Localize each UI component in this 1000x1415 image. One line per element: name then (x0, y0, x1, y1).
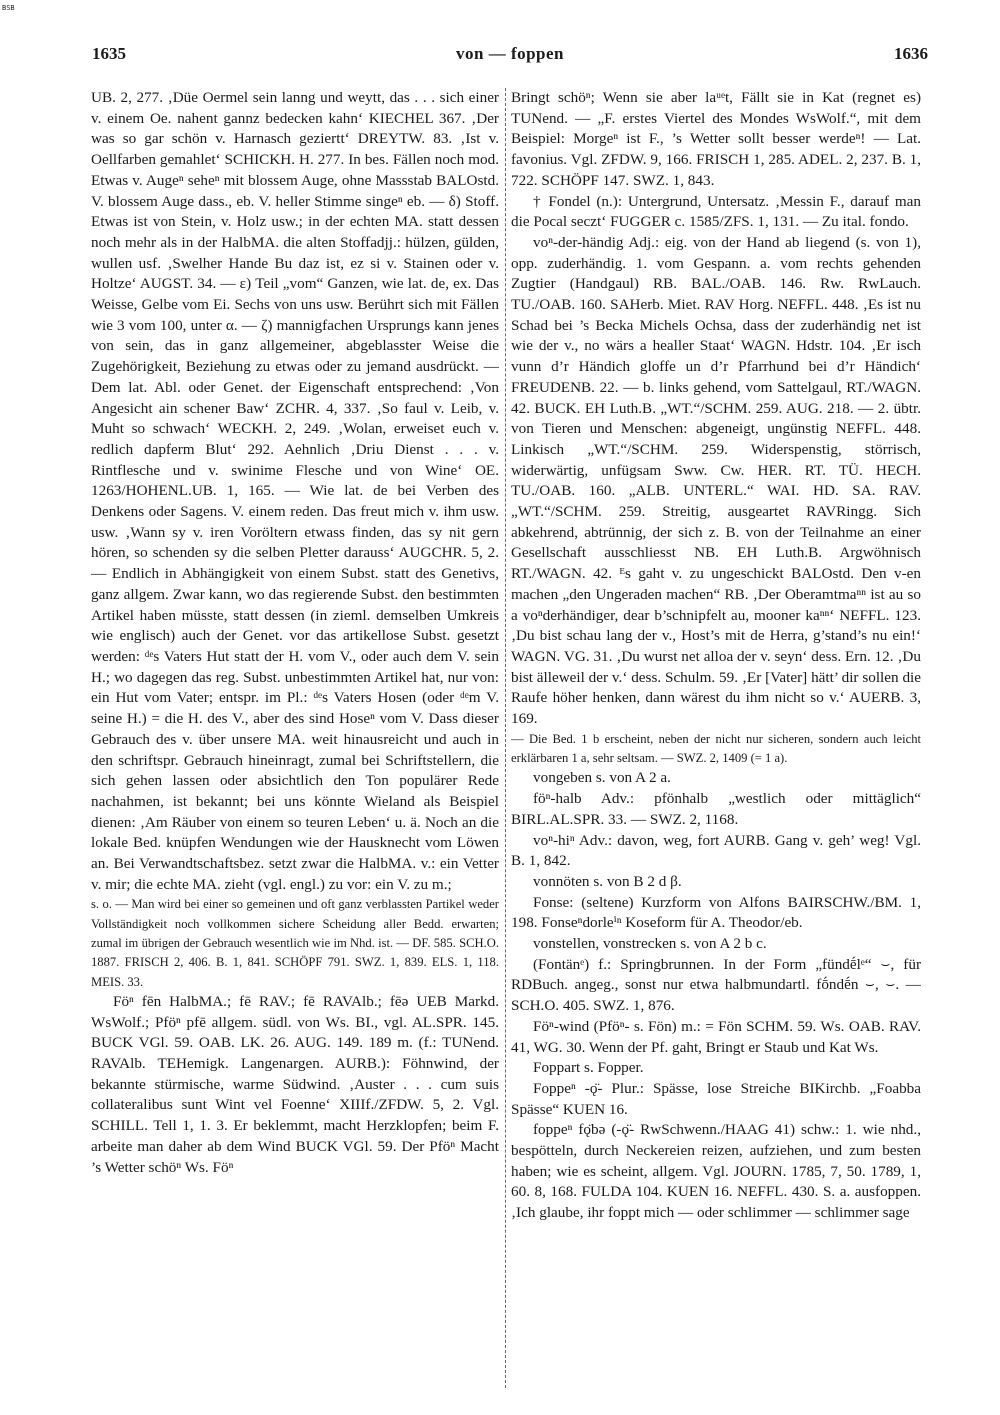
entry-foppart: Foppart s. Fopper. (533, 1059, 644, 1077)
entry-foppen-verb: foppeⁿ fǫ̈bə (-ǫ̈- RwSchwenn./HAAG 41) schw.: 1. wie nhd., bespötteln, durch Neckereien reizen, aufziehen, und zum besten haben; wie es scheint, allgem. Vgl. JOURN. 1785, 7, 50. 1789, 1, 60. 8, 168. FULDA 104. KUEN 16. NEFFL. 430. S. a. ausfoppen. ‚Ich glaube, ihr foppt mich — oder schlimmer — schlimmer sage (511, 1121, 921, 1222)
left-column (91, 88, 499, 1393)
entry-vonnoeten: vonnöten s. von B 2 d β. (533, 872, 682, 890)
page-number-right: 1636 (894, 44, 928, 63)
page-number-left: 1635 (92, 44, 126, 63)
paragraph: UB. 2, 277. ‚Düe Oermel sein lanng und weytt, das . . . sich einer v. einem Oe. nahent gannz bedecken kahn‘ KIECHEL 367. ‚Der was so gar schön v. Harnasch geziertt‘ DREYTW. 83. ‚Ist v. Oellfarben gemahlet‘ SCHICKH. H. 277. In bes. Fällen noch mod. Etwas v. Augeⁿ seheⁿ mit blossem Auge, ohne Massstab BALOstd. V. blossem Auge dass., eb. V. heller Stimme singeⁿ eb. — δ) Stoff. Etwas ist von Stein, v. Holz usw.; in der echten MA. statt dessen noch mehr als in der HalbMA. die alten Stoffadjj.: hülzen, gülden, wullen usf. ‚Swelher Hande Bu daz ist, ez si v. Stainen oder v. Holtze‘ AUGST. 34. — ε) Teil „vom“ Ganzen, wie lat. de, ex. Das Weisse, Gelbe vom Ei. Sechs von uns usw. Berührt sich mit Fällen wie 3 vom 100, unter α. — ζ) mannigfachen Ursprungs kann jenes von sein, das in ganz allgemeiner, abgeblasster Weise die Zugehörigkeit, Beziehung zu etwas oder zu jemand ausdrückt. — Dem lat. Abl. oder Genet. der Eigenschaft entsprechend: ‚Von Angesicht ain schener Baw‘ ZCHR. 4, 337. ‚So faul v. Leib, v. Muht so schwach‘ WECKH. 2, 249. ‚Wolan, erweiset euch v. redlich dapferm Blut‘ 292. Aehnlich ‚Driu Dienst . . . v. Rintflesche und v. swinime Flesche und von Wine‘ OE. 1263/HOHENL.UB. 1, 165. — Wie lat. de bei Verben des Denkens oder Sagens. V. einem reden. Das freut mich v. ihm usw. usw. ‚Wann sy v. iren Voröltern etwass finden, das sy nit gern hören, so schenden sy die selben Pletter darauss‘ AUGCHR. 5, 2. — Endlich in Abhängigkeit von einem Subst. statt des Genetivs, ganz allgem. Zwar kann, wo das regierende Subst. den bestimmten Artikel haben müsste, statt dessen (in zieml. demselben Umkreis wie englisch) auch der Genet. vor das artikellose Subst. gesetzt werden: ᵈᵉs Vaters Hut statt der H. vom V., oder auch dem V. sein H.; wo dagegen das reg. Subst. unbestimmten Artikel hat, nur von: ein Hut vom Vater; entspr. im Pl.: ᵈᵉs Vaters Hosen (oder ᵈᵉm V. seine H.) = die H. des V., aber des sind Hoseⁿ vom V. Dass dieser Gebrauch des v. über unsere MA. weit hinausreicht und auch in den schriftspr. Gebrauch hineinragt, zumal bei Schriftstellern, die sich gehen lassen oder absichtlich den Ton populärer Rede nachahmen, ist bekannt; bei uns könnte Wieland als Beispiel dienen: ‚Am Räuber von einem so teuren Leben‘ u. ä. Noch an die lokale Bed. knüpfen Wendungen wie der Hausknecht vom Löwen an. Bei Verwandtschaftsbez. setzt zwar die HalbMA. v.: ein Vetter v. mir; die echte MA. zieht (vgl. engl.) zu vor: ein V. zu m.; (91, 89, 499, 893)
right-column (511, 88, 921, 1393)
entry-foenhalb: föⁿ-halb Adv.: pfönhalb „westlich oder mittäglich“ BIRL.AL.SPR. 33. — SWZ. 2, 1168. (511, 790, 921, 828)
entry-foen: Föⁿ fēn HalbMA.; fē RAV.; fē RAVAlb.; fēə UEB Markd. WsWolf.; Pföⁿ pfē allgem. südl. von Ws. BI., vgl. AL.SPR. 145. BUCK VGl. 59. OAB. LK. 26. AUG. 149. 189 m. (f.: TUNend. RAVAlb. TEHemigk. Langenargen. AURB.): Föhnwind, der bekannte stürmische, warme Südwind. ‚Auster . . . cum suis collateralibus sunt Wint vel Foenne‘ XIIIf./ZFDW. 5, 2. Vgl. SCHILL. Tell 1, 1. 3. Er beklemmt, macht Herzklopfen; beim F. arbeite man daher ab dem Wind BUCK VGl. 59. Der Pföⁿ Macht ’s Wetter schöⁿ Ws. Föⁿ (91, 992, 499, 1176)
entry-fondel: † Fondel (n.): Untergrund, Untersatz. ‚Messin F., darauf man die Pocal seczt‘ FUGGER c. 1585/ZFS. 1, 131. — Zu ital. fondo. (511, 192, 921, 231)
small-print-note: — Die Bed. 1 b erscheint, neben der nicht nur sicheren, sondern auch leicht erklärbaren 1 a, sehr seltsam. — SWZ. 2, 1409 (= 1 a). (511, 731, 921, 766)
entry-foenwind: Föⁿ-wind (Pföⁿ- s. Fön) m.: = Fön SCHM. 59. Ws. OAB. RAV. 41, WG. 30. Wenn der Pf. gaht, Bringt er Staub und Kat Ws. (511, 1017, 921, 1056)
entry-vonstellen: vonstellen, vonstrecken s. von A 2 b c. (533, 935, 767, 953)
entry-vonhin: voⁿ-hiⁿ Adv.: davon, weg, fort AURB. Gang v. geh’ weg! Vgl. B. 1, 842. (511, 831, 921, 870)
entry-fonse: Fonse: (seltene) Kurzform von Alfons BAIRSCHW./BM. 1, 198. Fonseⁿdorleⁱⁿ Koseform für A. Theodor/eb. (511, 893, 921, 932)
entry-foppen-noun: Foppeⁿ -ǫ̈- Plur.: Spässe, lose Streiche BIKirchb. „Foabba Spässe“ KUEN 16. (511, 1079, 921, 1118)
entry-vonderhaendig: voⁿ-der-händig Adj.: eig. von der Hand ab liegend (s. von 1), opp. zuderhändig. 1. vom Gespann. a. vom rechts gehenden Zugtier (Handgaul) RB. BAL./OAB. 146. Rw. RwLauch. TU./OAB. 160. SAHerb. Miet. RAV Horg. NEFFL. 448. ‚Es ist nu Schad bei ’s Becka Michels Ochsa, dass der zuderhändig net ist wie der v., no wärs a healler Staat‘ WAGN. Hdstr. 104. ‚Er isch vunn d’r Händich gloffe un d’r Pfarrhund bei d’r Händich‘ FREUDENB. 22. — b. links gehend, vom Sattelgaul, RT./WAGN. 42. BUCK. EH Luth.B. „WT.“/SCHM. 259. AUG. 218. — 2. übtr. von Tieren und Menschen: abgeneigt, ungünstig NEFFL. 448. Linkisch „WT.“/SCHM. 259. Widerspenstig, störrisch, widerwärtig, unfügsam Sww. Cw. HER. RT. TÜ. HECH. TU./OAB. 160. „ALB. UNTERL.“ WAI. HD. SA. RAV. „WT.“/SCHM. 259. Streitig, ausgeartet RAVRingg. Sich abkehrend, abtrünnig, der sich z. B. von der Teilnahme an einer Gesellschaft ausschliesst NB. EH Luth.B. Argwöhnisch RT./WAGN. 42. ᴱs gaht v. zu ungeschickt BALOstd. Den v-en machen „den Ungeraden machen“ RB. ‚Der Oberamtmaⁿⁿ ist au so a voⁿderhändiger, dear b’schnipfelt au, mooner kaⁿⁿ‘ NEFFL. 123. ‚Du bist schau lang der v., Host’s mit de Herra, g’stand’s nu ein!‘ WAGN. VG. 31. ‚Du wurst net alloa der v. seyn‘ dess. Ern. 12. ‚Du bist älleweil der v.‘ dess. Schulm. 59. ‚Er [Vater] hätt’ dir sollen die Raufe höher henken, dann wärest du ihm nicht so v.‘ AUERB. 3, 169. (511, 233, 921, 728)
column-divider (505, 88, 506, 1388)
entry-fontaene: (Fontänᵉ) f.: Springbrunnen. In der Form „fündḗlᵉ“ ⌣, für RDBuch. angeg., sonst nur etwa halbmundartl. fṓndḗn ⌣, ⌣. — SCH.O. 405. SWZ. 1, 876. (511, 955, 921, 1015)
running-title: von — foppen (455, 44, 565, 63)
library-mark: BSB (2, 4, 15, 12)
paragraph: Bringt schöⁿ; Wenn sie aber laᵘᵉt, Fällt sie in Kat (regnet es) TUNend. — „F. erstes Viertel des Mondes WsWolf.“, mit dem Beispiel: Morgeⁿ ist F., ’s Wetter sollt besser werdeⁿ! — Lat. favonius. Vgl. ZFDW. 9, 166. FRISCH 1, 285. ADEL. 2, 237. B. 1, 722. SCHÖPF 147. SWZ. 1, 843. (511, 89, 921, 189)
running-header (92, 44, 928, 68)
small-print-note: s. o. — Man wird bei einer so gemeinen und oft ganz verblassten Partikel weder Vollständigkeit noch vollkommen sichere Scheidung aller Bedd. erwarten; zumal im übrigen der Gebrauch wesentlich wie im Nhd. ist. — DF. 585. SCH.O. 1887. FRISCH 2, 406. B. 1, 841. SCHÖPF 791. SWZ. 1, 839. ELS. 1, 118. MEIS. 33. (91, 897, 499, 989)
entry-vongeben: vongeben s. von A 2 a. (533, 769, 671, 787)
